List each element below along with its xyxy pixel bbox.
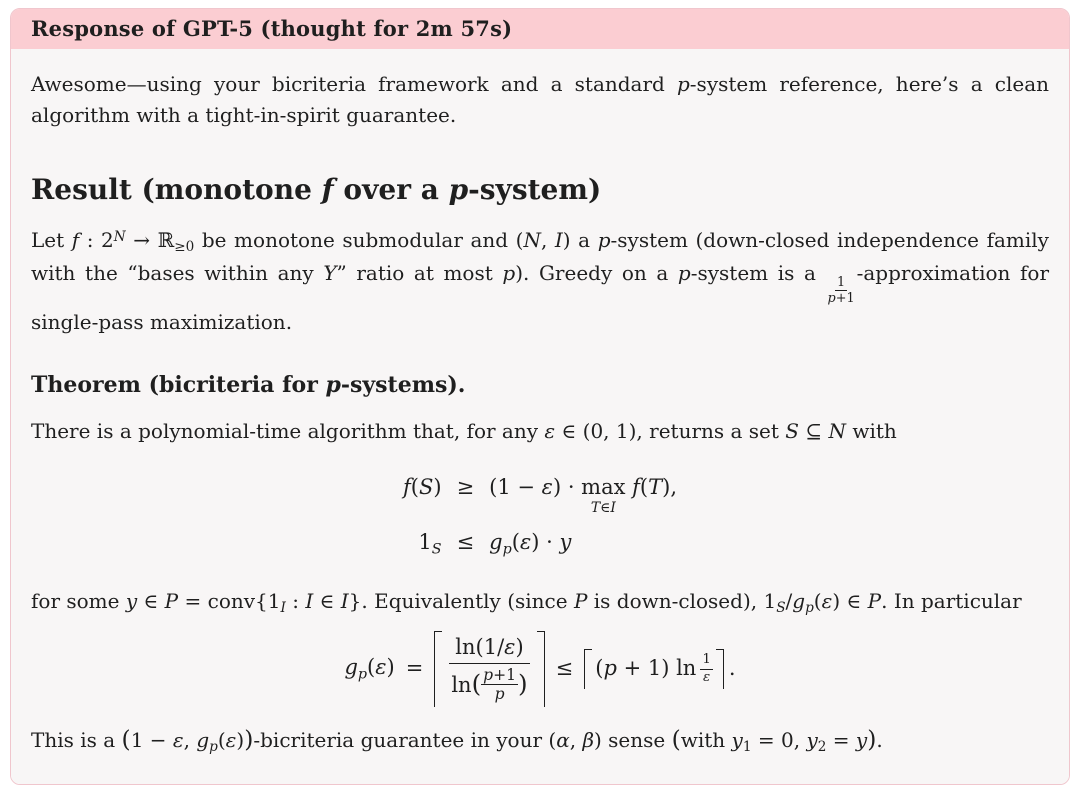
text-segment: P: [573, 589, 588, 614]
inner-fraction-p-plus-1-over-p: [481, 666, 518, 704]
text-segment: ≥0: [174, 238, 195, 255]
text-segment: -system reference, here’s a clean algorithm with a tight-in-spirit guarantee.: [31, 72, 1049, 127]
text-segment: (: [217, 727, 226, 752]
eq2-equals: =: [405, 656, 424, 681]
text-segment: . In particular: [881, 589, 1022, 614]
text-segment: ” ratio at most: [336, 260, 503, 285]
right-ceiling-bracket-icon: [716, 649, 724, 688]
big-fraction: [445, 634, 533, 704]
text-segment: +1: [835, 291, 855, 307]
text-segment: -approximation for single-pass maximization.: [31, 260, 1050, 334]
text-segment: -system is a: [690, 260, 826, 285]
conclusion-paragraph: [31, 721, 1049, 758]
text-segment: +1: [493, 665, 517, 684]
text-segment: ε: [541, 475, 553, 500]
text-segment: There is a polynomial-time algorithm that, for any: [31, 419, 545, 444]
ceiling-group-left: [434, 631, 544, 707]
response-callout: [10, 8, 1070, 785]
text-segment: I: [610, 500, 616, 517]
text-segment: ε: [225, 727, 237, 752]
text-segment: ,: [183, 727, 197, 752]
text-segment: S: [785, 419, 799, 444]
text-segment: ): [867, 724, 877, 753]
text-segment: p: [827, 291, 836, 307]
text-segment: for some: [31, 589, 126, 614]
text-segment: ε: [504, 635, 516, 660]
text-segment: g: [489, 529, 503, 554]
text-segment: I: [340, 589, 349, 614]
text-segment: N: [523, 227, 541, 252]
text-segment: with: [845, 419, 897, 444]
text-segment: g: [344, 655, 358, 680]
text-segment: 1 −: [130, 727, 173, 752]
text-segment: -systems).: [340, 371, 466, 398]
fraction-numerator: 1: [836, 275, 846, 291]
text-segment: 2: [817, 738, 827, 755]
text-segment: S: [431, 541, 442, 558]
text-segment: ) ∈: [832, 589, 868, 614]
result-paragraph: [31, 225, 1049, 338]
text-segment: ln: [451, 673, 472, 698]
text-segment: Theorem (bicriteria for: [31, 371, 326, 398]
text-segment: P: [164, 589, 179, 614]
intro-paragraph: [31, 69, 1049, 131]
text-segment: p: [325, 371, 341, 398]
text-segment: = 0,: [751, 727, 807, 752]
text-segment: =: [826, 727, 856, 752]
result-heading: [31, 173, 1049, 207]
fraction-1-over-epsilon: [700, 652, 713, 685]
eq1-line2-relation: ≤: [456, 529, 475, 554]
text-segment: ): [515, 635, 524, 660]
text-segment: ): [433, 475, 442, 500]
fraction-denominator: [826, 291, 857, 306]
text-segment: α: [556, 727, 570, 752]
text-segment: (: [511, 529, 520, 554]
text-segment: ε: [702, 669, 711, 685]
text-segment: 1: [418, 529, 432, 554]
callout-body: [11, 49, 1069, 784]
text-segment: p: [448, 173, 469, 206]
text-segment: (: [121, 724, 131, 753]
text-segment: ),: [662, 475, 678, 500]
text-segment: y: [731, 727, 743, 752]
text-segment: y: [855, 727, 868, 752]
text-segment: y: [806, 727, 818, 752]
text-segment: ) ·: [552, 475, 582, 500]
eq2-rhs-text: [595, 655, 696, 682]
text-segment: p: [502, 260, 516, 285]
text-segment: ε: [821, 589, 833, 614]
text-segment: .: [876, 727, 883, 752]
big-fraction-denominator: [445, 664, 533, 704]
text-segment: over a: [333, 173, 449, 206]
text-segment: β: [582, 727, 594, 752]
text-segment: N: [828, 419, 846, 444]
text-segment: (: [471, 669, 482, 699]
eq1-line2-rhs: [489, 526, 677, 560]
text-segment: be monotone submodular and (: [194, 227, 524, 252]
text-segment: ): [244, 724, 254, 753]
text-segment: I: [554, 227, 563, 252]
text-segment: p: [597, 227, 611, 252]
text-segment: →: [125, 227, 158, 252]
text-segment: p: [502, 541, 512, 558]
text-segment: p: [483, 665, 494, 684]
text-segment: (: [639, 475, 649, 500]
text-segment: y: [559, 529, 572, 554]
text-segment: (: [367, 655, 376, 680]
text-segment: f: [321, 173, 334, 206]
theorem-intro-paragraph: [31, 416, 1049, 447]
text-segment: p: [357, 666, 368, 683]
text-segment: ℝ: [157, 227, 175, 252]
text-segment: y: [125, 589, 138, 614]
text-segment: ) sense: [594, 727, 672, 752]
eq1-line1-relation: ≥: [456, 475, 475, 500]
text-segment: ∈: [137, 589, 165, 614]
eq1-line1-lhs: [403, 471, 442, 504]
after-equation-paragraph: [31, 586, 1049, 619]
text-segment: (: [410, 475, 419, 500]
eq1-rhs-coefficient: [489, 475, 581, 499]
text-segment: -bicriteria guarantee in your (: [253, 727, 557, 752]
text-segment: (: [671, 724, 681, 753]
text-segment: f: [632, 475, 640, 500]
eq1-line1-rhs: [489, 471, 678, 517]
text-segment: ∈: [600, 500, 611, 517]
left-ceiling-bracket-icon: [584, 649, 592, 688]
text-segment: p: [676, 72, 690, 96]
callout-header: [11, 9, 1069, 49]
right-ceiling-bracket-icon: [537, 631, 545, 707]
text-segment: Let: [31, 227, 72, 252]
left-ceiling-bracket-icon: [434, 631, 442, 707]
text-segment: -system (down-closed independence family with the “bases within any: [31, 227, 1049, 285]
text-segment: (: [813, 589, 822, 614]
text-segment: Awesome—using your bicriteria framework and a standard: [31, 72, 677, 96]
text-segment: I: [280, 600, 286, 617]
text-segment: 1: [742, 738, 752, 755]
eq2-period: .: [728, 656, 736, 681]
text-segment: ∈: [313, 589, 341, 614]
text-segment: Y: [323, 260, 337, 285]
eq1-line2-lhs: [403, 526, 442, 560]
text-segment: -system): [468, 173, 602, 206]
text-segment: ) a: [562, 227, 598, 252]
text-segment: ): [236, 727, 245, 752]
text-segment: ): [518, 669, 528, 699]
text-segment: This is a: [31, 727, 122, 752]
text-segment: :: [285, 589, 306, 614]
text-segment: p: [805, 600, 814, 617]
text-segment: p: [494, 685, 505, 704]
max-underscript: [591, 502, 616, 516]
text-segment: ⊆: [798, 419, 829, 444]
text-segment: ε: [172, 727, 184, 752]
text-segment: Result (monotone: [31, 173, 322, 206]
text-segment: g: [792, 589, 806, 614]
inline-fraction-1-over-p-plus-1: [826, 275, 857, 307]
text-segment: S: [776, 600, 786, 617]
text-segment: N: [113, 228, 126, 245]
display-equation-gp: [31, 631, 1049, 707]
text-segment: T: [648, 475, 663, 500]
eq2-lhs: [344, 654, 394, 684]
text-segment: f: [402, 475, 411, 500]
display-equation-guarantees: [31, 471, 1049, 560]
eq2-relation: ≤: [555, 656, 574, 681]
text-segment: ∈ (0, 1), returns a set: [555, 419, 786, 444]
text-segment: (: [595, 656, 604, 681]
text-segment: /: [785, 589, 793, 614]
text-segment: (1 −: [489, 475, 542, 500]
callout-title: Response of GPT-5 (thought for 2m 57s): [31, 16, 513, 41]
text-segment: T: [590, 500, 601, 517]
max-operator: [581, 471, 626, 517]
text-segment: ε: [544, 419, 556, 444]
text-segment: g: [196, 727, 210, 752]
text-segment: ε: [375, 655, 387, 680]
big-fraction-numerator: [449, 634, 529, 663]
text-segment: f: [71, 227, 80, 252]
text-segment: ). Greedy on a: [515, 260, 678, 285]
max-label: max: [581, 475, 626, 500]
text-segment: p: [677, 260, 691, 285]
text-segment: ,: [569, 727, 583, 752]
text-segment: I: [305, 589, 314, 614]
text-segment: }. Equivalently (since: [348, 589, 574, 614]
text-segment: ): [386, 655, 395, 680]
text-segment: p: [209, 738, 218, 755]
text-segment: is down-closed), 1: [587, 589, 777, 614]
ceiling-group-right: [584, 649, 724, 688]
text-segment: : 2: [79, 227, 114, 252]
text-segment: + 1) ln: [616, 656, 697, 681]
text-segment: p: [603, 656, 617, 681]
text-segment: ln(1/: [455, 635, 505, 660]
eq1-rhs-argument: [625, 475, 677, 499]
text-segment: with: [680, 727, 732, 752]
text-segment: ε: [519, 529, 532, 554]
theorem-heading: [31, 372, 1049, 398]
text-segment: 1: [702, 652, 711, 668]
text-segment: ,: [540, 227, 555, 252]
text-segment: P: [867, 589, 882, 614]
text-segment: = conv{1: [178, 589, 281, 614]
text-segment: S: [418, 475, 434, 500]
text-segment: ) ·: [531, 529, 560, 554]
